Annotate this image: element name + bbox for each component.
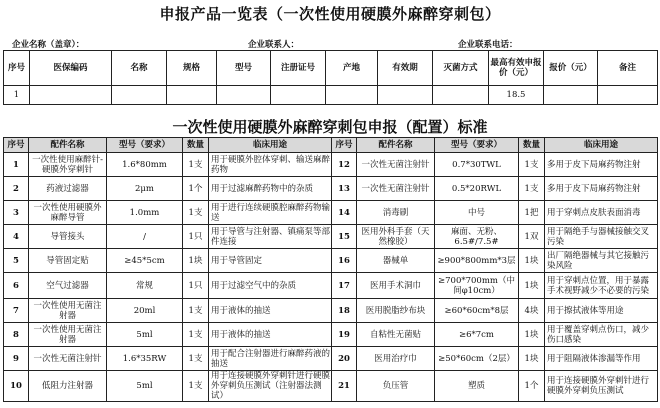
table2-cell: 2μm xyxy=(107,177,183,201)
table2-header: 配件名称 xyxy=(29,138,107,153)
table2-cell: 一次性无菌注射针 xyxy=(357,177,435,201)
table2-cell: 1.0mm xyxy=(107,201,183,225)
table1-header: 名称 xyxy=(112,51,167,86)
table2-cell: 21 xyxy=(332,371,357,402)
table2-cell: / xyxy=(107,225,183,249)
company-phone-label: 企业联系电话： xyxy=(458,40,518,50)
table2-cell: 1块 xyxy=(519,323,545,347)
table1-cell xyxy=(30,86,112,105)
table2-cell: 5ml xyxy=(107,371,183,402)
table2-cell: 用于导管固定 xyxy=(209,249,332,273)
table1-cell: 18.5 xyxy=(489,86,544,105)
table2-cell: 医用手术洞巾 xyxy=(357,273,435,299)
table2-cell: 一次性无菌注射针 xyxy=(357,153,435,177)
table1-row xyxy=(4,86,658,105)
table2-cell: 1支 xyxy=(183,323,209,347)
table2-cell: 1支 xyxy=(183,371,209,402)
table2-cell: ≥6*7cm xyxy=(435,323,519,347)
table2-cell: 17 xyxy=(332,273,357,299)
table2-cell: 用于液体的抽送 xyxy=(209,323,332,347)
table1-cell xyxy=(217,86,271,105)
table2-row xyxy=(4,273,658,299)
table2-cell: 一次性使用无菌注射器 xyxy=(29,299,107,323)
table1-header: 产地 xyxy=(326,51,378,86)
company-contact-label: 企业联系人： xyxy=(248,40,300,50)
table2-cell: 用于连接硬膜外穿刺针进行硬膜外穿刺负压测试 xyxy=(545,371,658,402)
table1-cell xyxy=(112,86,167,105)
table1-cell xyxy=(433,86,489,105)
table1-cell xyxy=(378,86,433,105)
table2-cell: ≥50*60cm（2层） xyxy=(435,347,519,371)
table2-row xyxy=(4,371,658,402)
table2-cell: 多用于皮下局麻药物注射 xyxy=(545,153,658,177)
table2-cell: 1只 xyxy=(183,225,209,249)
table2-header: 临床用途 xyxy=(545,138,658,153)
table1-header: 医保编码 xyxy=(30,51,112,86)
table2-cell: 塑质 xyxy=(435,371,519,402)
table2-cell: 1支 xyxy=(183,347,209,371)
table2-cell: 6 xyxy=(4,273,29,299)
table2-cell: 18 xyxy=(332,299,357,323)
table2-cell: 医用脱脂纱布块 xyxy=(357,299,435,323)
table2-cell: 1支 xyxy=(183,299,209,323)
product-list-table xyxy=(3,50,658,105)
table2-cell: 导管固定贴 xyxy=(29,249,107,273)
table2-row xyxy=(4,249,658,273)
table2-row xyxy=(4,177,658,201)
table1-header: 最高有效申报价（元） xyxy=(489,51,544,86)
table2-cell: 一次性使用无菌注射器 xyxy=(29,323,107,347)
table2-cell: 1个 xyxy=(183,177,209,201)
table2-header: 临床用途 xyxy=(209,138,332,153)
page-title: 申报产品一览表（一次性使用硬膜外麻醉穿刺包） xyxy=(159,5,501,23)
table2-header: 数量 xyxy=(519,138,545,153)
table2-cell: 16 xyxy=(332,249,357,273)
table2-cell: 用于液体的抽送 xyxy=(209,299,332,323)
table2-cell: 1.6*35RW xyxy=(107,347,183,371)
table2-cell: 2 xyxy=(4,177,29,201)
table2-cell: 用于过滤麻醉药物中的杂质 xyxy=(209,177,332,201)
table2-cell: 0.7*30TWL xyxy=(435,153,519,177)
table1-header: 型号 xyxy=(217,51,271,86)
table2-cell: 1块 xyxy=(519,347,545,371)
table2-row xyxy=(4,225,658,249)
table1-cell xyxy=(544,86,598,105)
table2-cell: 7 xyxy=(4,299,29,323)
table2-cell: 用于隔绝手与器械接触交叉污染 xyxy=(545,225,658,249)
table2-cell: 器械单 xyxy=(357,249,435,273)
table2-cell: 麻面、无粉、6.5#/7.5# xyxy=(435,225,519,249)
table2-header: 序号 xyxy=(332,138,357,153)
table2-cell: 1支 xyxy=(183,201,209,225)
table2-header: 型号（要求） xyxy=(107,138,183,153)
table1-cell xyxy=(271,86,326,105)
table2-cell: 用于覆盖穿刺点伤口，减少伤口感染 xyxy=(545,323,658,347)
table2-cell: ≥45*5cm xyxy=(107,249,183,273)
table2-cell: 1块 xyxy=(519,273,545,299)
section-title: 一次性使用硬膜外麻醉穿刺包申报（配置）标准 xyxy=(172,118,488,136)
table2-cell: 1 xyxy=(4,153,29,177)
table2-cell: 0.5*20RWL xyxy=(435,177,519,201)
table2-cell: 10 xyxy=(4,371,29,402)
table2-cell: ≥900*800mm*3层 xyxy=(435,249,519,273)
table2-cell: 用于穿刺点位置，用于暴露手术视野减少不必要的污染 xyxy=(545,273,658,299)
table2-cell: 1支 xyxy=(519,177,545,201)
table1-header: 备注 xyxy=(598,51,658,86)
table2-row xyxy=(4,153,658,177)
table2-cell: 5ml xyxy=(107,323,183,347)
table2-cell: 1只 xyxy=(183,273,209,299)
table2-cell: 13 xyxy=(332,177,357,201)
company-name-label: 企业名称（盖章）： xyxy=(12,40,85,50)
table2-cell: ≥60*60cm*8层 xyxy=(435,299,519,323)
table1-header-row xyxy=(4,51,658,86)
table2-cell: 用于导管与注射器、镇痛泵等部件连接 xyxy=(209,225,332,249)
table2-cell: 14 xyxy=(332,201,357,225)
table2-cell: 5 xyxy=(4,249,29,273)
table2-cell: ≥700*700mm（中间φ10cm） xyxy=(435,273,519,299)
table2-cell: 15 xyxy=(332,225,357,249)
table2-cell: 用于过滤空气中的杂质 xyxy=(209,273,332,299)
table2-header: 配件名称 xyxy=(357,138,435,153)
table2-cell: 用于硬膜外腔体穿刺、输送麻醉药物 xyxy=(209,153,332,177)
table1-header: 序号 xyxy=(4,51,30,86)
configuration-standard-table xyxy=(3,137,658,402)
table2-cell: 1支 xyxy=(183,153,209,177)
table2-cell: 1把 xyxy=(519,201,545,225)
table2-cell: 1.6*80mm xyxy=(107,153,183,177)
table2-cell: 一次性无菌注射针 xyxy=(29,347,107,371)
table2-cell: 1块 xyxy=(183,249,209,273)
table2-cell: 12 xyxy=(332,153,357,177)
table2-cell: 19 xyxy=(332,323,357,347)
company-info-line xyxy=(0,38,660,50)
table2-cell: 一次性使用硬膜外麻醉导管 xyxy=(29,201,107,225)
table1-header: 规格 xyxy=(167,51,217,86)
table2-cell: 低阻力注射器 xyxy=(29,371,107,402)
table2-cell: 3 xyxy=(4,201,29,225)
table2-header-row xyxy=(4,138,658,153)
table2-row xyxy=(4,201,658,225)
table2-cell: 自粘性无菌贴 xyxy=(357,323,435,347)
table2-row xyxy=(4,299,658,323)
table1-cell xyxy=(326,86,378,105)
table2-cell: 负压管 xyxy=(357,371,435,402)
table2-cell: 1块 xyxy=(519,249,545,273)
table2-cell: 多用于皮下局麻药物注射 xyxy=(545,177,658,201)
table1-header: 灭菌方式 xyxy=(433,51,489,86)
table2-cell: 20ml xyxy=(107,299,183,323)
table2-header: 型号（要求） xyxy=(435,138,519,153)
table2-cell: 1个 xyxy=(519,371,545,402)
table1-header: 有效期 xyxy=(378,51,433,86)
table1-cell xyxy=(598,86,658,105)
table2-cell: 中号 xyxy=(435,201,519,225)
table2-cell: 出厂隔绝器械与其它接触污染风险 xyxy=(545,249,658,273)
table2-cell: 消毒刷 xyxy=(357,201,435,225)
table2-cell: 8 xyxy=(4,323,29,347)
table2-cell: 用于阻隔液体渗漏等作用 xyxy=(545,347,658,371)
table1-header: 注册证号 xyxy=(271,51,326,86)
table1-header: 报价（元） xyxy=(544,51,598,86)
table2-cell: 用于进行连续硬膜腔麻醉药物输送 xyxy=(209,201,332,225)
table2-row xyxy=(4,347,658,371)
table1-cell xyxy=(167,86,217,105)
table2-cell: 用于擦拭液体等用途 xyxy=(545,299,658,323)
table2-cell: 用于配合注射器进行麻醉药液的抽送 xyxy=(209,347,332,371)
table2-cell: 空气过滤器 xyxy=(29,273,107,299)
table2-cell: 用于穿刺点皮肤表面消毒 xyxy=(545,201,658,225)
table2-cell: 1支 xyxy=(519,153,545,177)
table2-cell: 常规 xyxy=(107,273,183,299)
table2-cell: 医用外科手套（天然橡胶） xyxy=(357,225,435,249)
table2-cell: 1双 xyxy=(519,225,545,249)
table2-header: 序号 xyxy=(4,138,29,153)
table2-cell: 9 xyxy=(4,347,29,371)
table2-cell: 医用治疗巾 xyxy=(357,347,435,371)
table2-row xyxy=(4,323,658,347)
table2-cell: 4 xyxy=(4,225,29,249)
table1-cell: 1 xyxy=(4,86,30,105)
table2-cell: 4块 xyxy=(519,299,545,323)
table2-header: 数量 xyxy=(183,138,209,153)
table2-cell: 导管接头 xyxy=(29,225,107,249)
table2-cell: 20 xyxy=(332,347,357,371)
table2-cell: 药液过滤器 xyxy=(29,177,107,201)
table2-cell: 一次性使用麻醉针-硬膜外穿刺针 xyxy=(29,153,107,177)
table2-cell: 用于连接硬膜外穿刺针进行硬膜外穿刺负压测试（注射器法测试） xyxy=(209,371,332,402)
